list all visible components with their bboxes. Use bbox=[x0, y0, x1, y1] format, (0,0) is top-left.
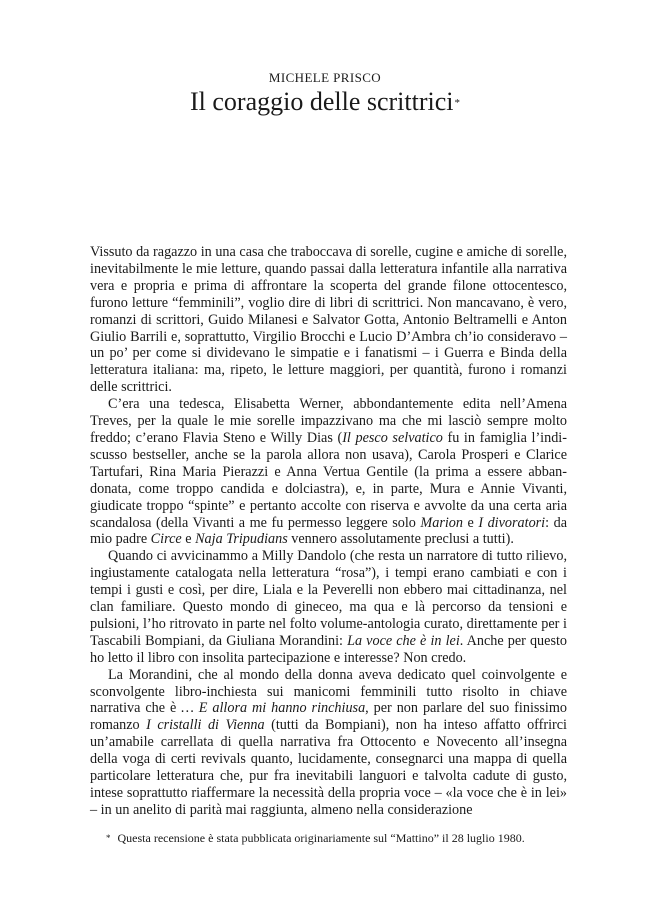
text-run: C’era una tedesca, Elisabetta Werner, abbondantemente edita nell’Amena Treves, per la quale le mie sorelle impazzivano ma che mi lasciò sempre molto freddo; c’erano Flavia Steno e Willy Dias ( bbox=[90, 396, 567, 446]
text-run: Quando ci avvicinammo a Milly Dandolo (che resta un narratore di tutto rilievo, ingiustamente catalogata nella letteratura “rosa”), i tempi erano cambiati e con i tempi i gusti e così, per dire, Liala e la Peverelli non ebbero mai cittadinanza, nel clan familiare. Questo mondo di gineceo, ma qua e là percorso da tensioni e pulsioni, l’ho ritrovato in parte nel folto volume-antologia curato, direttamente per i Tascabili Bompiani, da Giuliana Morandini: bbox=[90, 548, 567, 649]
text-run: vennero assolutamente preclusi a tutti). bbox=[287, 531, 514, 548]
author-name: MICHELE PRISCO bbox=[268, 70, 382, 85]
text-run: fu in famiglia l’indiscusso bestseller, anche se la parola allora non usava), Carola Prosperi e Clarice Tartufari, Rina Maria Pierazzi e Anna Vertua Gentile (la prima a essere abbandonata, come troppo candida e dolciastra), e, in parte, Mura e Annie Vivanti, giudicate troppo “spinte” e pertanto accolte con riserva e avvolte da una certa aria scandalosa (della Vivanti a me fu permesso leggere solo bbox=[90, 429, 567, 531]
italic-text: Il pesco selvatico bbox=[342, 429, 443, 446]
italic-text: Marion bbox=[420, 514, 463, 531]
italic-text: I cristalli di Vienna bbox=[146, 717, 265, 734]
paragraph bbox=[90, 244, 567, 396]
italic-text: I divoratori bbox=[478, 514, 546, 531]
paragraph bbox=[90, 548, 567, 666]
footnote-text: Questa recensione è stata pubblicata originariamente sul “Mattino” il 28 luglio 1980. bbox=[117, 831, 525, 845]
article-title bbox=[0, 87, 650, 117]
text-run: e bbox=[181, 531, 196, 548]
paragraph bbox=[90, 396, 567, 548]
italic-text: Naja Tripudians bbox=[195, 531, 288, 548]
text-run: e bbox=[462, 514, 479, 531]
text-run: (tutti da Bompiani), non ha inteso affatto offrirci un’amabile carrellata di quella narrativa fra Ottocento e Novecento all’insegna della voga di certi revivals quanto, lucidamente, consegnarci una mappa di quella particolare letteratura che, pur fra inevitabili languori e talvolta cadute di gusto, intese soprattutto riaffermare la necessità della propria voce – «la voce che è in lei» – in un anelito di parità mai raggiunta, almeno nella considerazione bbox=[90, 717, 567, 818]
footnote bbox=[106, 831, 576, 846]
title-text: Il coraggio delle scrittrici bbox=[189, 87, 454, 116]
text-run: , per non parlare del suo finissimo romanzo bbox=[90, 700, 567, 734]
article-body bbox=[90, 244, 567, 819]
footnote-mark: * bbox=[106, 833, 111, 843]
text-run: . Anche per questo ho letto il libro con insolita partecipazione e interesse? Non credo. bbox=[90, 632, 568, 666]
italic-text: … E allora mi hanno rinchiusa bbox=[181, 700, 366, 717]
italic-text: La voce che è in lei bbox=[347, 632, 460, 649]
text-run: La Morandini, che al mondo della donna aveva dedicato quel coinvolgente e sconvolgente libro-inchiesta sui manicomi femminili tutto risolto in chiave narrativa che è bbox=[90, 666, 567, 717]
paragraph bbox=[90, 667, 567, 819]
text-run: Vissuto da ragazzo in una casa che traboccava di sorelle, cugine e amiche di sorelle, inevitabilmente le mie letture, quando passai dalla letteratura infantile alla narrativa vera e propria e prima di affrontare la scoperta del grande filone ottocentesco, furono letture “femminili”, voglio dire di libri di scrittrici. Non mancavano, è vero, romanzi di scrittori, Guido Milanesi e Salvator Gotta, Antonio Beltramelli e Anton Giulio Barrili e, soprattutto, Virgilio Brocchi e Lucio D’Ambra ch’io consideravo – un po’ per come si dividevano le simpatie e i fanatismi – i Guerra e Binda della letteratura italiana: ma, ripeto, le letture maggiori, per quantità, furono i romanzi delle scrittrici. bbox=[90, 244, 567, 396]
title-footnote-mark: * bbox=[454, 97, 460, 109]
text-run: : da mio padre bbox=[90, 514, 567, 548]
italic-text: Circe bbox=[150, 531, 182, 548]
